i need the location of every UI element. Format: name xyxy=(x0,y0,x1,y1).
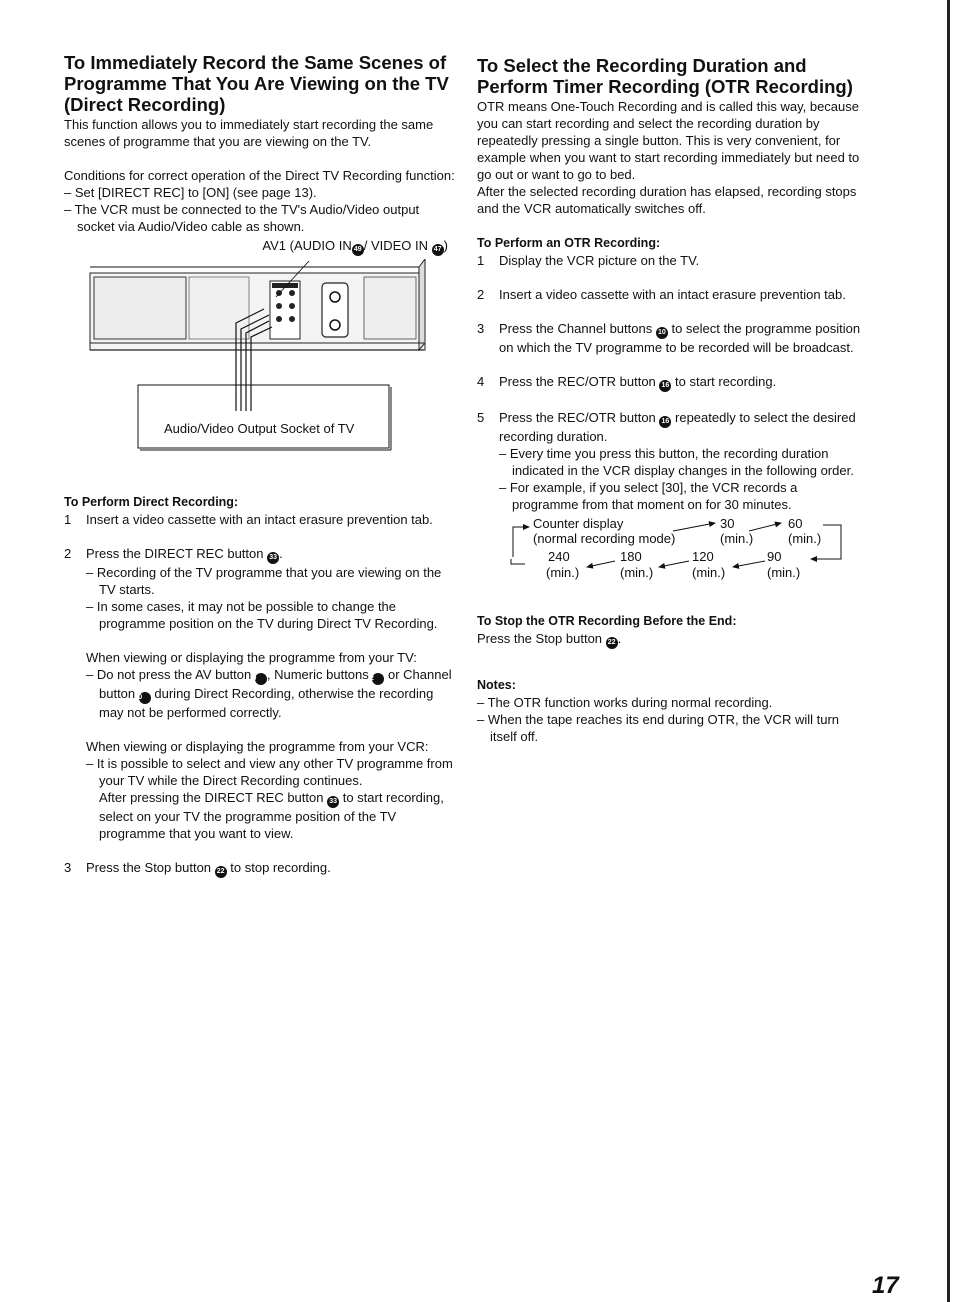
tv-viewing-block: When viewing or displaying the programme from your TV: – Do not press the AV button 9 , Numeric buttons 2 or Channel button 10 during Direct Recording, otherwise the recording may not be performed correctly. xyxy=(86,650,452,720)
condition-item: – Set [DIRECT REC] to [ON] (see page 13). xyxy=(64,185,317,200)
note-item: – The OTR function works during normal recording. xyxy=(477,695,773,710)
min-label: (min.) xyxy=(546,565,580,580)
step-1: 1 Insert a video cassette with an intact erasure prevention tab. xyxy=(64,512,433,527)
circled-number-icon: 16 xyxy=(659,416,671,428)
otr-step-1: 1 Display the VCR picture on the TV. xyxy=(477,253,700,268)
circled-number-icon: 22 xyxy=(606,637,618,649)
vcr-illustration xyxy=(64,259,456,469)
normal-mode-label: (normal recording mode) xyxy=(533,531,676,546)
direct-recording-intro: This function allows you to immediately start recording the same scenes of programme that you are viewing on the TV. xyxy=(64,117,434,149)
circled-number-icon: 16 xyxy=(659,380,671,392)
conditions-text: Conditions for correct operation of the Direct TV Recording function: xyxy=(64,168,455,183)
circled-number-icon: 10 xyxy=(656,327,668,339)
perform-otr-heading: To Perform an OTR Recording: xyxy=(477,236,661,250)
otr-step-4: 4 Press the REC/OTR button 16 to start recording. xyxy=(477,373,867,392)
otr-intro-2: After the selected recording duration has elapsed, recording stops and the VCR automatically switches off. xyxy=(477,184,857,216)
vcr-connection-diagram xyxy=(64,259,456,469)
min-label: (min.) xyxy=(788,531,822,546)
otr-step-3: 3 Press the Channel buttons 10 to select the programme position on which the TV programme to be recorded will be broadcast. xyxy=(477,321,861,355)
circled-number-icon: 2 xyxy=(372,673,384,685)
circled-number-icon: 33 xyxy=(267,552,279,564)
circled-number-icon: 49 xyxy=(352,244,364,256)
min-label: (min.) xyxy=(767,565,801,580)
step-2-note: – In some cases, it may not be possible to change the programme position on the TV during Direct TV Recording. xyxy=(86,599,438,631)
note-item: – When the tape reaches its end during OTR, the VCR will turn itself off. xyxy=(477,712,840,744)
page-number: 17 xyxy=(872,1272,899,1299)
step-3: 3 Press the Stop button 22 to stop recording. xyxy=(64,859,456,878)
duration-30: 30 xyxy=(720,516,735,531)
perform-direct-recording-heading: To Perform Direct Recording: xyxy=(64,495,239,509)
direct-recording-title: To Immediately Record the Same Scenes of Programme That You Are Viewing on the TV (Direct Recording) xyxy=(64,52,449,115)
circled-number-icon: 10 xyxy=(139,692,151,704)
duration-60: 60 xyxy=(788,516,803,531)
duration-180: 180 xyxy=(620,549,642,564)
av-socket-label: AV1 (AUDIO IN 49 / VIDEO IN 47 ) xyxy=(64,237,456,256)
stop-otr-text: Press the Stop button 22 . xyxy=(477,630,867,649)
step-2-note: – Recording of the TV programme that you are viewing on the TV starts. xyxy=(86,565,442,597)
otr-duration-cycle-diagram xyxy=(477,517,867,585)
notes-heading: Notes: xyxy=(477,678,516,692)
min-label: (min.) xyxy=(720,531,754,546)
duration-90: 90 xyxy=(767,549,782,564)
page-edge-bar xyxy=(947,0,950,1302)
right-column xyxy=(477,55,867,745)
circled-number-icon: 33 xyxy=(327,796,339,808)
circled-number-icon: 47 xyxy=(432,244,444,256)
min-label: (min.) xyxy=(620,565,654,580)
otr-step-5-note: – Every time you press this button, the recording duration indicated in the VCR display changes in the following order. xyxy=(499,446,854,478)
circled-number-icon: 22 xyxy=(215,866,227,878)
duration-240: 240 xyxy=(548,549,570,564)
left-column xyxy=(64,52,456,878)
diagram-caption: Audio/Video Output Socket of TV xyxy=(164,421,355,436)
counter-display-label: Counter display xyxy=(533,516,624,531)
vcr-viewing-block: When viewing or displaying the programme from your VCR: – It is possible to select and view any other TV programme from your TV while the Direct Recording continues. After pressing the DIRECT REC button 33 to start recording, select on your TV the programme position of the TV programme that you want to view. xyxy=(86,739,453,841)
step-2: 2 Press the DIRECT REC button 33 . – Recording of the TV programme that you are viewing on the TV starts. – In some cases, it may not be possible to change the programme position on the TV during Direct TV Recording. xyxy=(64,545,456,632)
otr-intro: OTR means One-Touch Recording and is called this way, because you can start recording and select the recording duration by repeatedly pressing a single button. This is very convenient, for example when you want to start recording immediately but need to go out or want to go to bed. xyxy=(477,99,860,182)
min-label: (min.) xyxy=(692,565,726,580)
otr-step-5-note: – For example, if you select [30], the VCR records a programme from that moment on for 30 minutes. xyxy=(499,480,798,512)
duration-120: 120 xyxy=(692,549,714,564)
otr-step-2: 2 Insert a video cassette with an intact erasure prevention tab. xyxy=(477,287,846,302)
otr-step-5: 5 Press the REC/OTR button 16 repeatedly to select the desired recording duration. – Every time you press this button, the recording duration indicated in the VCR display changes in the following order. – For example, if you select [30], the VCR records a programme from that moment on for 30 minutes. xyxy=(477,409,867,513)
circled-number-icon: 9 xyxy=(255,673,267,685)
condition-item: – The VCR must be connected to the TV's Audio/Video output socket via Audio/Video cable as shown. xyxy=(64,202,420,234)
stop-otr-heading: To Stop the OTR Recording Before the End: xyxy=(477,614,737,628)
otr-recording-title: To Select the Recording Duration and Perform Timer Recording (OTR Recording) xyxy=(477,55,853,97)
